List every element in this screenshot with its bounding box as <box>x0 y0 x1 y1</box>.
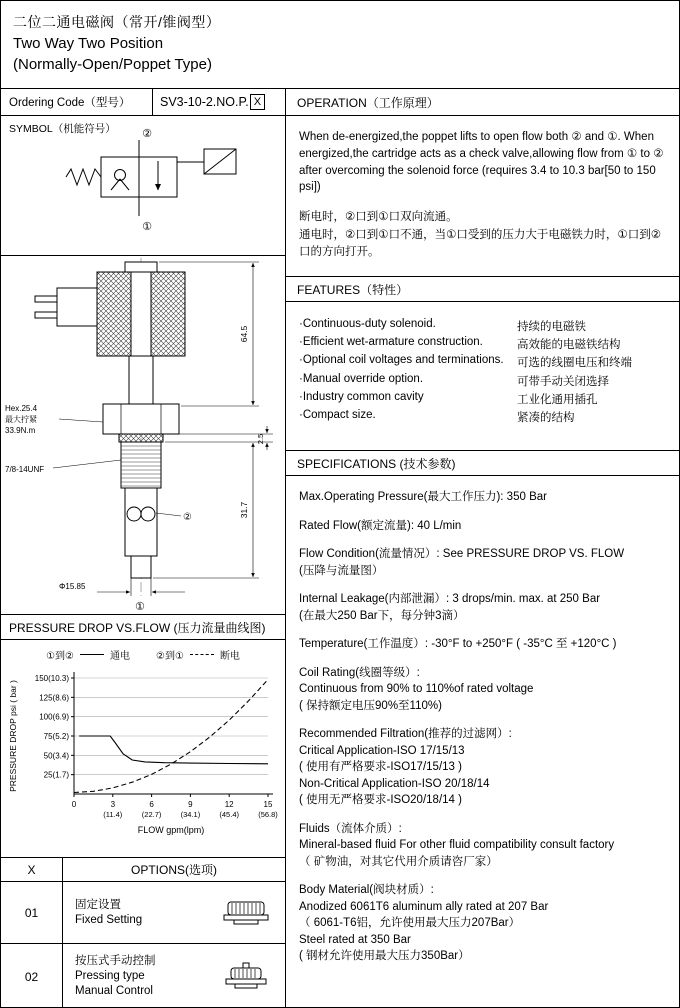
spec-item <box>299 821 667 871</box>
x-tick-sublabel: (56.8) <box>257 810 278 819</box>
spec-line: Anodized 6061T6 aluminum ally rated at 207 Bar <box>299 900 549 913</box>
hex-label-line3: 33.9N.m <box>5 426 36 435</box>
option-code: 02 <box>1 944 63 1008</box>
stem-tube <box>129 356 153 404</box>
option-description <box>63 944 207 1008</box>
symbol-seat-line <box>120 179 129 190</box>
feature-text-en: ·Continuous-duty solenoid. <box>299 318 436 330</box>
ordering-code-label: Ordering Code（型号） <box>1 89 153 115</box>
spec-line: Continuous from 90% to 110%of rated voltage <box>299 683 534 695</box>
feature-text-en: ·Industry common cavity <box>299 390 424 403</box>
x-tick-label: 6 <box>148 800 154 809</box>
operation-body <box>286 116 679 276</box>
left-column <box>1 89 286 1007</box>
option-description <box>63 882 207 943</box>
dim-diameter-label: Φ15.85 <box>59 582 86 591</box>
x-axis-label: FLOW gpm(lpm) <box>137 825 204 835</box>
legend-line-dashed <box>190 654 214 655</box>
symbol-port-1-label: ① <box>142 221 152 233</box>
option-text-line: 固定设置 <box>75 898 121 911</box>
symbol-solenoid-slash <box>204 149 236 174</box>
options-col-x: X <box>1 858 63 881</box>
legend-ports-energized: ①到② <box>46 650 74 662</box>
hex-label-line2: 最大拧紧 <box>5 415 37 424</box>
coil-top-nut <box>125 262 157 272</box>
manual-control-icon <box>207 944 285 1008</box>
leader-line <box>156 513 181 516</box>
hydraulic-symbol-diagram <box>1 120 285 252</box>
operation-paragraph-en: When de-energized,the poppet lifts to open flow both ② and ①. When energized,the cartridge acts as a check valve,allowing flow from ① to ② after overcoming the solenoid force (requires 3.4 to 10.3 bar[50 to 150 psi]) <box>299 131 664 194</box>
x-tick-sublabel: (22.7) <box>141 810 161 819</box>
connector-prong <box>35 296 57 302</box>
spec-line: Non-Critical Application-ISO 20/18/14 <box>299 777 490 790</box>
spec-line: Body Material(阀块材质）: <box>299 884 434 896</box>
feature-text-en: ·Manual override option. <box>299 372 424 385</box>
spec-line: （ 6061-T6铝，允许使用最大压力207Bar） <box>299 917 521 929</box>
cross-port-hole <box>127 507 141 521</box>
spec-item <box>299 546 667 579</box>
spec-line: Rated Flow(额定流量): 40 L/min <box>299 519 462 532</box>
spec-line: Fluids（流体介质）: <box>299 822 402 835</box>
operation-title: OPERATION（工作原理） <box>297 95 439 110</box>
feature-text-zh: 工业化通用插孔 <box>517 393 598 406</box>
spec-line: Flow Condition(流量情况）: See PRESSURE DROP VS. FLOW <box>299 548 625 560</box>
spec-line: (压降与流量图） <box>299 564 384 577</box>
armature-tube <box>131 272 151 356</box>
title-english-line2: (Normally-Open/Poppet Type) <box>13 56 212 73</box>
title-chinese: 二位二通电磁阀（常开/锥阀型） <box>13 14 221 30</box>
spec-item <box>299 591 667 624</box>
spec-line: ( 使用有严格要求-ISO17/15/13 ) <box>299 761 462 773</box>
option-text-line: 按压式手动控制 <box>75 955 156 967</box>
thread-section <box>121 442 161 488</box>
spec-line: Temperature(工作温度）: -30°F to +250°F ( -35°C 至 +120°C ) <box>299 638 617 650</box>
spec-item <box>299 636 667 653</box>
dim-31-7-label: 31.7 <box>239 501 249 519</box>
spec-line: (在最大250 Bar下，每分钟3滴） <box>299 609 465 622</box>
x-tick-label: 12 <box>224 800 234 809</box>
operation-paragraph-zh1: 断电时，②口到①口双向流通。 <box>299 211 458 224</box>
dim-64-5-label: 64.5 <box>239 325 249 343</box>
drawing-port-2-label: ② <box>183 512 192 523</box>
spec-line: Coil Rating(线圈等级）: <box>299 666 420 679</box>
technical-drawing-section <box>1 256 285 614</box>
connector-prong <box>35 312 57 318</box>
spec-line: Mineral-based fluid For other fluid compatibility consult factory <box>299 839 615 851</box>
operation-paragraph-zh2: 通电时，②口到①口不通，当①口受到的压力大于电磁铁力时，①口到②口的方向打开。 <box>299 228 662 258</box>
leader-line <box>59 419 103 422</box>
feature-text-zh: 紧凑的结构 <box>517 411 575 424</box>
right-column <box>286 89 679 1007</box>
drawing-port-1-label: ① <box>135 601 145 613</box>
feature-item <box>286 318 679 336</box>
feature-text-zh: 持续的电磁铁 <box>517 321 586 333</box>
hex-nut <box>103 404 179 434</box>
main-content <box>1 89 679 1007</box>
ordering-code-value <box>153 89 285 115</box>
options-col-label: OPTIONS(选项) <box>131 863 217 877</box>
specifications-section-header <box>286 450 679 476</box>
option-text-line: Fixed Setting <box>75 913 143 926</box>
option-row-02 <box>1 944 285 1008</box>
spec-item <box>299 518 667 535</box>
ordering-code-prefix: SV3-10-2.NO.P. <box>160 95 249 109</box>
ordering-code-x-box: X <box>250 94 265 110</box>
option-row-01 <box>1 882 285 944</box>
series-solid <box>79 736 268 764</box>
spec-item <box>299 726 667 809</box>
fixed-setting-icon <box>207 882 285 943</box>
symbol-position-box-check <box>101 157 139 197</box>
symbol-poppet-ball <box>115 170 126 181</box>
ordering-code-row <box>1 89 285 116</box>
x-tick-sublabel: (45.4) <box>218 810 239 819</box>
leader-line <box>53 460 121 468</box>
cross-port-hole <box>141 507 155 521</box>
operation-section-header <box>286 89 679 116</box>
y-tick-label: 100(6.9) <box>38 712 69 722</box>
spec-item <box>299 489 667 506</box>
feature-text-zh: 高效能的电磁铁结构 <box>517 339 621 352</box>
feature-text-zh: 可选的线圈电压和终端 <box>517 357 632 370</box>
thread-spec-label: 7/8-14UNF <box>5 465 45 474</box>
spec-line: Internal Leakage(内部泄漏）: 3 drops/min. max. at 250 Bar <box>299 593 601 605</box>
x-tick-label: 0 <box>71 800 76 809</box>
feature-text-en: ·Efficient wet-armature construction. <box>299 336 483 349</box>
o-ring <box>119 434 163 442</box>
feature-item <box>286 373 679 391</box>
features-section-header <box>286 276 679 302</box>
x-tick-label: 15 <box>263 800 272 809</box>
feature-item <box>286 409 679 427</box>
spec-line: Max.Operating Pressure(最大工作压力): 350 Bar <box>299 491 547 503</box>
feature-text-en: ·Optional coil voltages and terminations. <box>299 354 504 367</box>
title-english-line1: Two Way Two Position <box>13 35 164 52</box>
spec-line: Critical Application-ISO 17/15/13 <box>299 744 465 757</box>
feature-item <box>286 336 679 354</box>
symbol-seat-line <box>111 179 120 190</box>
features-list <box>286 302 679 450</box>
spec-line: （ 矿物油，对其它代用介质请咨厂家） <box>299 855 498 868</box>
option-code: 01 <box>1 882 63 943</box>
spec-line: ( 使用无严格要求-ISO20/18/14 ) <box>299 794 462 806</box>
x-tick-sublabel: (34.1) <box>180 810 200 819</box>
din-connector <box>57 288 97 326</box>
y-axis-label: PRESSURE DROP psi ( bar ) <box>7 680 18 792</box>
cartridge-body <box>125 488 157 556</box>
legend-state-deenergized: 断电 <box>219 650 240 662</box>
spec-line: Steel rated at 350 Bar <box>299 933 411 946</box>
symbol-section <box>1 116 285 256</box>
valve-cross-section-drawing <box>1 256 285 614</box>
spec-line: ( 保持额定电压90%至110%) <box>299 699 442 712</box>
spec-line: Recommended Filtration(推荐的过滤网）: <box>299 728 512 740</box>
legend-state-energized: 通电 <box>110 650 130 662</box>
symbol-section-label: SYMBOL（机能符号） <box>9 123 116 135</box>
specifications-title: SPECIFICATIONS (技术参数) <box>297 456 456 471</box>
feature-text-zh: 可带手动关闭选择 <box>517 375 609 388</box>
spec-item <box>299 882 667 965</box>
options-table-header <box>1 857 285 882</box>
pressure-drop-chart <box>1 640 285 857</box>
y-tick-label: 75(5.2) <box>43 732 69 741</box>
pressure-drop-vs-flow-plot <box>6 664 281 856</box>
pressure-drop-title: PRESSURE DROP VS.FLOW (压力流量曲线图) <box>9 620 266 635</box>
feature-text-en: ·Compact size. <box>299 408 376 421</box>
symbol-spring <box>66 169 101 185</box>
y-tick-label: 50(3.4) <box>43 751 69 761</box>
specifications-list <box>286 476 679 1007</box>
spec-line: ( 钢材允许使用最大压力350Bar） <box>299 950 470 962</box>
legend-line-solid <box>80 654 104 655</box>
y-tick-label: 150(10.3) <box>34 674 69 683</box>
x-tick-label: 9 <box>187 800 193 809</box>
option-text-line: Pressing type <box>75 970 145 982</box>
page-header <box>1 1 679 89</box>
pressure-drop-section-header <box>1 614 285 640</box>
y-tick-label: 125(8.6) <box>38 693 69 703</box>
dim-2-5-label: 2.5 <box>256 433 265 445</box>
chart-legend <box>1 644 285 664</box>
feature-item <box>286 391 679 409</box>
y-tick-label: 25(1.7) <box>43 770 69 780</box>
symbol-port-2-label: ② <box>142 128 152 140</box>
x-tick-sublabel: (11.4) <box>102 810 122 819</box>
features-title: FEATURES（特性） <box>297 282 409 297</box>
x-tick-label: 3 <box>110 800 115 809</box>
hex-label-line1: Hex.25.4 <box>5 404 38 413</box>
feature-item <box>286 354 679 372</box>
option-text-line: Manual Control <box>75 985 153 997</box>
nose-tip <box>131 556 151 578</box>
legend-ports-deenergized: ②到① <box>156 650 184 662</box>
spec-item <box>299 665 667 715</box>
